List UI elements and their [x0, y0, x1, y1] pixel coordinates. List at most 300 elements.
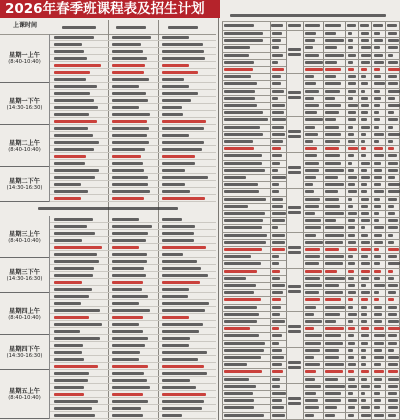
illegible-text: [272, 61, 278, 64]
enrollment-row: [222, 376, 400, 383]
illegible-text: [348, 154, 354, 157]
schedule-row: [50, 412, 216, 419]
enrollment-row: [222, 102, 400, 109]
illegible-text: [361, 399, 366, 402]
illegible-text: [162, 120, 206, 123]
illegible-text: [112, 281, 143, 284]
illegible-text: [374, 313, 382, 316]
illegible-text: [305, 306, 316, 309]
illegible-text: [162, 295, 188, 298]
illegible-text: [54, 274, 93, 277]
illegible-text: [54, 358, 84, 361]
illegible-text: [305, 392, 316, 395]
illegible-text: [162, 92, 198, 95]
illegible-text: [112, 386, 150, 389]
illegible-text: [272, 378, 280, 381]
illegible-text: [112, 218, 139, 221]
illegible-text: [54, 141, 99, 144]
illegible-text: [112, 134, 147, 137]
merged-time-cell: [286, 347, 303, 383]
illegible-text: [272, 313, 280, 316]
enrollment-row: [222, 131, 400, 138]
illegible-text: [348, 140, 355, 143]
illegible-text: [348, 248, 357, 251]
enrollment-row: [222, 73, 400, 80]
merged-time-cell: [286, 268, 303, 311]
illegible-text: [361, 90, 365, 93]
illegible-text: [373, 24, 383, 27]
illegible-text: [388, 219, 398, 222]
illegible-text: [54, 134, 93, 137]
illegible-text: [54, 302, 81, 305]
illegible-text: [272, 68, 284, 71]
illegible-text: [305, 298, 320, 301]
illegible-text: [388, 414, 396, 417]
illegible-text: [388, 306, 397, 309]
illegible-text: [361, 46, 371, 49]
illegible-text: [388, 327, 400, 330]
illegible-text: [325, 262, 343, 265]
illegible-text: [288, 48, 301, 51]
illegible-text: [348, 111, 356, 114]
slot-day: 星期五上午: [9, 388, 40, 395]
illegible-text: [348, 32, 352, 35]
illegible-text: [305, 82, 316, 85]
illegible-text: [224, 414, 264, 417]
schedule-row: [50, 83, 216, 90]
illegible-text: [162, 43, 203, 46]
illegible-text: [162, 407, 202, 410]
illegible-text: [224, 126, 260, 129]
illegible-text: [162, 85, 189, 88]
illegible-text: [272, 356, 284, 359]
illegible-text: [348, 284, 355, 287]
illegible-text: [305, 176, 316, 179]
illegible-text: [272, 291, 283, 294]
illegible-text: [361, 219, 370, 222]
illegible-text: [348, 97, 353, 100]
illegible-text: [388, 378, 399, 381]
schedule-row: [50, 90, 216, 97]
illegible-text: [348, 298, 353, 301]
illegible-text: [272, 133, 285, 136]
illegible-text: [388, 140, 393, 143]
illegible-text: [348, 169, 354, 172]
illegible-text: [348, 334, 354, 337]
illegible-text: [162, 141, 204, 144]
time-slot-label: [0, 335, 50, 370]
illegible-text: [305, 147, 317, 150]
illegible-text: [348, 291, 356, 294]
illegible-text: [348, 147, 358, 150]
illegible-text: [288, 166, 301, 169]
illegible-text: [112, 267, 144, 270]
illegible-text: [374, 356, 384, 359]
illegible-text: [361, 342, 368, 345]
enrollment-row: [222, 347, 400, 354]
illegible-text: [224, 363, 247, 366]
illegible-text: [374, 118, 380, 121]
illegible-text: [388, 226, 398, 229]
illegible-text: [361, 385, 370, 388]
illegible-text: [54, 71, 90, 74]
illegible-text: [305, 118, 323, 121]
illegible-text: [388, 97, 395, 100]
illegible-text: [361, 183, 367, 186]
illegible-text: [112, 99, 148, 102]
illegible-text: [224, 399, 254, 402]
illegible-text: [361, 97, 368, 100]
schedule-row: [50, 321, 216, 328]
illegible-text: [162, 400, 204, 403]
schedule-row: [50, 69, 216, 76]
illegible-text: [272, 54, 283, 57]
illegible-text: [54, 316, 89, 319]
illegible-text: [325, 320, 336, 323]
illegible-text: [361, 291, 370, 294]
illegible-text: [388, 334, 397, 337]
schedule-row: [50, 370, 216, 377]
illegible-text: [374, 75, 381, 78]
illegible-text: [305, 183, 313, 186]
illegible-text: [348, 219, 355, 222]
enrollment-row: [222, 412, 400, 419]
illegible-text: [348, 82, 356, 85]
schedule-row: [50, 174, 216, 181]
table-rule: [222, 188, 400, 189]
schedule-row: [50, 356, 216, 363]
illegible-text: [162, 239, 194, 242]
illegible-text: [348, 234, 355, 237]
illegible-text: [374, 205, 381, 208]
illegible-text: [361, 313, 367, 316]
illegible-text: [112, 78, 149, 81]
illegible-text: [112, 351, 140, 354]
illegible-text: [162, 50, 204, 53]
illegible-text: [361, 198, 369, 201]
illegible-text: [305, 169, 319, 172]
schedule-row: [50, 62, 216, 69]
illegible-text: [272, 255, 279, 258]
illegible-text: [374, 46, 380, 49]
illegible-text: [272, 334, 282, 337]
illegible-text: [272, 370, 283, 373]
enrollment-row: [222, 253, 400, 260]
illegible-text: [305, 234, 316, 237]
time-slot-label: [0, 293, 50, 335]
enrollment-row: [222, 95, 400, 102]
illegible-text: [224, 169, 265, 172]
illegible-text: [388, 111, 394, 114]
illegible-text: [112, 316, 143, 319]
illegible-text: [325, 24, 341, 27]
illegible-text: [361, 54, 371, 57]
illegible-text: [162, 393, 206, 396]
illegible-text: [112, 43, 141, 46]
illegible-text: [224, 255, 251, 258]
illegible-text: [388, 90, 400, 93]
illegible-text: [305, 24, 320, 27]
illegible-text: [388, 61, 398, 64]
schedule-row: [50, 391, 216, 398]
illegible-text: [348, 399, 357, 402]
illegible-text: [305, 378, 315, 381]
illegible-text: [361, 133, 366, 136]
enrollment-row: [222, 138, 400, 145]
illegible-text: [348, 61, 353, 64]
illegible-text: [388, 126, 393, 129]
illegible-text: [361, 270, 370, 273]
illegible-text: [325, 291, 343, 294]
illegible-text: [162, 330, 199, 333]
illegible-text: [112, 176, 148, 179]
schedule-row: [50, 293, 216, 300]
illegible-text: [224, 320, 257, 323]
illegible-text: [162, 127, 204, 130]
illegible-text: [374, 320, 382, 323]
illegible-text: [361, 154, 366, 157]
illegible-text: [54, 309, 100, 312]
time-slot-group: [0, 370, 216, 419]
illegible-text: [224, 68, 253, 71]
slot-time: (8:40-10:40): [8, 395, 41, 401]
illegible-text: [388, 399, 398, 402]
illegible-text: [374, 176, 382, 179]
illegible-text: [348, 370, 354, 373]
illegible-text: [288, 290, 301, 293]
time-slot-label: [0, 370, 50, 419]
illegible-text: [162, 148, 202, 151]
illegible-text: [112, 71, 144, 74]
slot-time: (8:40-10:40): [8, 237, 41, 244]
illegible-text: [305, 226, 321, 229]
illegible-text: [325, 298, 341, 301]
illegible-text: [272, 32, 282, 35]
illegible-text: [361, 68, 367, 71]
illegible-text: [360, 24, 369, 27]
illegible-text: [112, 141, 149, 144]
slot-time: (14:30-16:30): [6, 104, 43, 111]
illegible-text: [288, 361, 301, 364]
illegible-text: [374, 219, 379, 222]
illegible-text: [272, 176, 286, 179]
illegible-text: [325, 255, 344, 258]
slot-day: 星期一上午: [9, 52, 40, 59]
illegible-text: [224, 234, 267, 237]
schedule-row: [50, 76, 216, 83]
illegible-text: [224, 176, 246, 179]
illegible-text: [54, 386, 84, 389]
illegible-text: [54, 197, 81, 200]
illegible-text: [305, 385, 321, 388]
illegible-text: [374, 183, 381, 186]
schedule-row: [50, 405, 216, 412]
enrollment-row: [222, 282, 400, 289]
illegible-text: [54, 155, 86, 158]
schedule-row: [50, 230, 216, 237]
illegible-text: [162, 365, 204, 368]
illegible-text: [224, 342, 265, 345]
illegible-text: [361, 190, 367, 193]
illegible-text: [388, 32, 397, 35]
illegible-text: [288, 325, 301, 328]
illegible-text: [361, 234, 368, 237]
illegible-text: [388, 118, 398, 121]
illegible-text: [162, 183, 185, 186]
illegible-text: [272, 169, 278, 172]
illegible-text: [224, 183, 258, 186]
illegible-text: [162, 246, 206, 249]
illegible-text: [374, 39, 383, 42]
illegible-text: [388, 82, 398, 85]
illegible-text: [54, 232, 95, 235]
illegible-text: [361, 126, 370, 129]
illegible-text: [374, 140, 379, 143]
illegible-text: [348, 183, 355, 186]
illegible-text: [272, 147, 281, 150]
enrollment-row: [222, 275, 400, 282]
illegible-text: [325, 133, 341, 136]
illegible-text: [224, 212, 265, 215]
illegible-text: [361, 349, 366, 352]
illegible-text: [112, 407, 141, 410]
illegible-text: [288, 251, 301, 254]
illegible-text: [374, 385, 381, 388]
illegible-text: [272, 284, 285, 287]
illegible-text: [162, 64, 189, 67]
schedule-row: [50, 258, 216, 265]
schedule-row: [50, 279, 216, 286]
illegible-text: [272, 205, 283, 208]
illegible-text: [162, 197, 205, 200]
enrollment-row: [222, 246, 400, 253]
illegible-text: [305, 219, 321, 222]
illegible-text: [224, 32, 263, 35]
illegible-text: [325, 205, 340, 208]
illegible-text: [348, 262, 355, 265]
schedule-row: [50, 314, 216, 321]
illegible-text: [54, 148, 94, 151]
illegible-text: [325, 183, 344, 186]
slot-day: 星期一下午: [9, 97, 40, 105]
illegible-text: [374, 147, 383, 150]
merged-time-cell: [286, 232, 303, 268]
illegible-text: [112, 365, 148, 368]
illegible-text: [361, 356, 366, 359]
illegible-text: [272, 82, 281, 85]
merged-time-cell: [286, 30, 303, 73]
enrollment-row: [222, 318, 400, 325]
illegible-text: [388, 154, 397, 157]
illegible-text: [224, 147, 254, 150]
illegible-text: [112, 239, 146, 242]
illegible-text: [325, 169, 344, 172]
illegible-text: [224, 219, 263, 222]
illegible-text: [272, 270, 280, 273]
illegible-text: [361, 104, 369, 107]
illegible-text: [325, 162, 341, 165]
illegible-text: [388, 183, 400, 186]
time-slot-group: [0, 34, 216, 83]
schedule-row: [50, 363, 216, 370]
illegible-text: [162, 351, 207, 354]
illegible-text: [325, 140, 340, 143]
illegible-text: [305, 284, 322, 287]
illegible-text: [54, 120, 97, 123]
illegible-text: [374, 342, 384, 345]
illegible-text: [54, 407, 92, 410]
illegible-text: [224, 248, 262, 251]
enrollment-row: [222, 37, 400, 44]
illegible-text: [361, 378, 367, 381]
illegible-text: [305, 90, 319, 93]
illegible-text: [325, 334, 341, 337]
merged-time-cell: [286, 311, 303, 347]
illegible-text: [272, 414, 285, 417]
schedule-row: [50, 125, 216, 132]
illegible-text: [54, 190, 88, 193]
illegible-text: [162, 337, 190, 340]
illegible-text: [112, 36, 151, 39]
illegible-text: [325, 270, 337, 273]
illegible-text: [348, 327, 355, 330]
illegible-text: [224, 378, 249, 381]
illegible-text: [325, 61, 337, 64]
illegible-text: [162, 134, 189, 137]
illegible-text: [325, 82, 341, 85]
illegible-text: [112, 64, 145, 67]
schedule-row: [50, 55, 216, 62]
illegible-text: [112, 162, 143, 165]
illegible-text: [288, 135, 301, 138]
illegible-text: [325, 327, 344, 330]
table-rule: [222, 311, 400, 312]
illegible-text: [374, 54, 383, 57]
schedule-row: [50, 377, 216, 384]
schedule-row: [50, 244, 216, 251]
illegible-text: [224, 82, 257, 85]
slot-day: 星期四上午: [9, 307, 40, 315]
illegible-text: [112, 92, 146, 95]
illegible-text: [325, 46, 337, 49]
schedule-row: [50, 48, 216, 55]
illegible-text: [112, 190, 150, 193]
illegible-text: [348, 385, 357, 388]
illegible-text: [348, 133, 354, 136]
time-slot-group: [0, 216, 216, 258]
illegible-text: [54, 246, 102, 249]
illegible-text: [224, 327, 250, 330]
illegible-text: [272, 198, 283, 201]
illegible-text: [388, 356, 399, 359]
illegible-text: [224, 154, 262, 157]
illegible-text: [305, 313, 314, 316]
illegible-text: [224, 306, 257, 309]
illegible-text: [272, 392, 286, 395]
illegible-text: [54, 239, 82, 242]
enrollment-row: [222, 383, 400, 390]
illegible-text: [361, 241, 370, 244]
illegible-text: [374, 104, 380, 107]
enrollment-row: [222, 145, 400, 152]
illegible-text: [361, 414, 371, 417]
illegible-text: [374, 248, 379, 251]
illegible-text: [224, 39, 263, 42]
illegible-text: [272, 327, 279, 330]
illegible-text: [272, 212, 286, 215]
illegible-text: [54, 400, 98, 403]
enrollment-row: [222, 167, 400, 174]
